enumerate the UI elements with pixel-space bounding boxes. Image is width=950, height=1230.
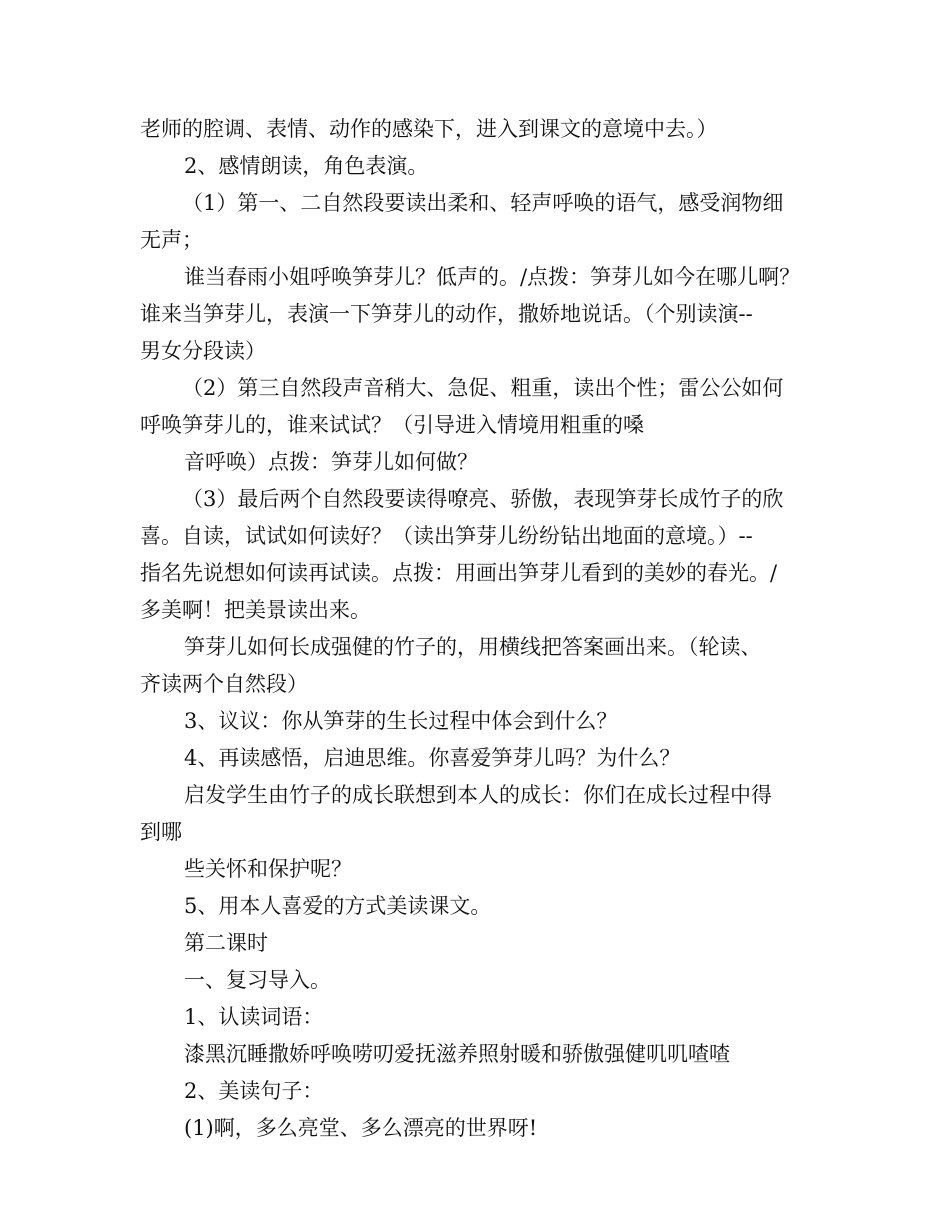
text-line-23: 第二课时 <box>184 931 268 955</box>
text-line-13: 指名先说想如何读再试读。点拨：用画出笋芽儿看到的美妙的春光。/ <box>140 561 778 585</box>
text-line-25: 1、认读词语： <box>184 1005 324 1029</box>
text-line-20: 到哪 <box>140 820 182 844</box>
text-line-14: 多美啊！把美景读出来。 <box>140 598 371 622</box>
text-line-15: 笋芽儿如何长成强健的竹子的，用横线把答案画出来。（轮读、 <box>184 635 762 659</box>
text-line-21: 些关怀和保护呢？ <box>184 857 352 881</box>
text-line-6: 谁来当笋芽儿，表演一下笋芽儿的动作，撒娇地说话。（个别读演-- <box>140 302 753 326</box>
text-line-9: 呼唤笋芽儿的，谁来试试？（引导进入情境用粗重的嗓 <box>140 413 644 437</box>
text-line-7: 男女分段读） <box>140 339 266 363</box>
text-line-26: 漆黑沉睡撒娇呼唤唠叨爱抚滋养照射暖和骄傲强健叽叽喳喳 <box>184 1042 730 1066</box>
text-line-24: 一、复习导入。 <box>184 968 331 992</box>
text-line-10: 音呼唤）点拨：笋芽儿如何做？ <box>184 450 478 474</box>
text-line-16: 齐读两个自然段） <box>140 672 308 696</box>
text-line-5: 谁当春雨小姐呼唤笋芽儿？低声的。/点拨：笋芽儿如今在哪儿啊？ <box>184 265 801 289</box>
text-line-3: （1）第一、二自然段要读出柔和、轻声呼唤的语气，感受润物细 <box>182 191 784 215</box>
text-line-28: (1)啊，多么亮堂、多么漂亮的世界呀! <box>184 1116 538 1140</box>
text-line-27: 2、美读句子： <box>184 1079 324 1103</box>
text-line-1: 老师的腔调、表情、动作的感染下，进入到课文的意境中去。） <box>140 117 718 141</box>
text-line-12: 喜。自读，试试如何读好？（读出笋芽儿纷纷钻出地面的意境。）-- <box>140 524 753 548</box>
text-line-22: 5、用本人喜爱的方式美读课文。 <box>184 894 492 918</box>
text-line-11: （3）最后两个自然段要读得嘹亮、骄傲，表现笋芽长成竹子的欣 <box>182 487 784 511</box>
text-line-17: 3、议议：你从笋芽的生长过程中体会到什么？ <box>184 709 618 733</box>
text-line-19: 启发学生由竹子的成长联想到本人的成长：你们在成长过程中得 <box>184 783 772 807</box>
text-line-4: 无声； <box>140 228 203 252</box>
text-line-2: 2、感情朗读，角色表演。 <box>184 154 429 178</box>
text-line-18: 4、再读感悟，启迪思维。你喜爱笋芽儿吗？为什么？ <box>184 746 681 770</box>
text-line-8: （2）第三自然段声音稍大、急促、粗重，读出个性；雷公公如何 <box>182 376 784 400</box>
